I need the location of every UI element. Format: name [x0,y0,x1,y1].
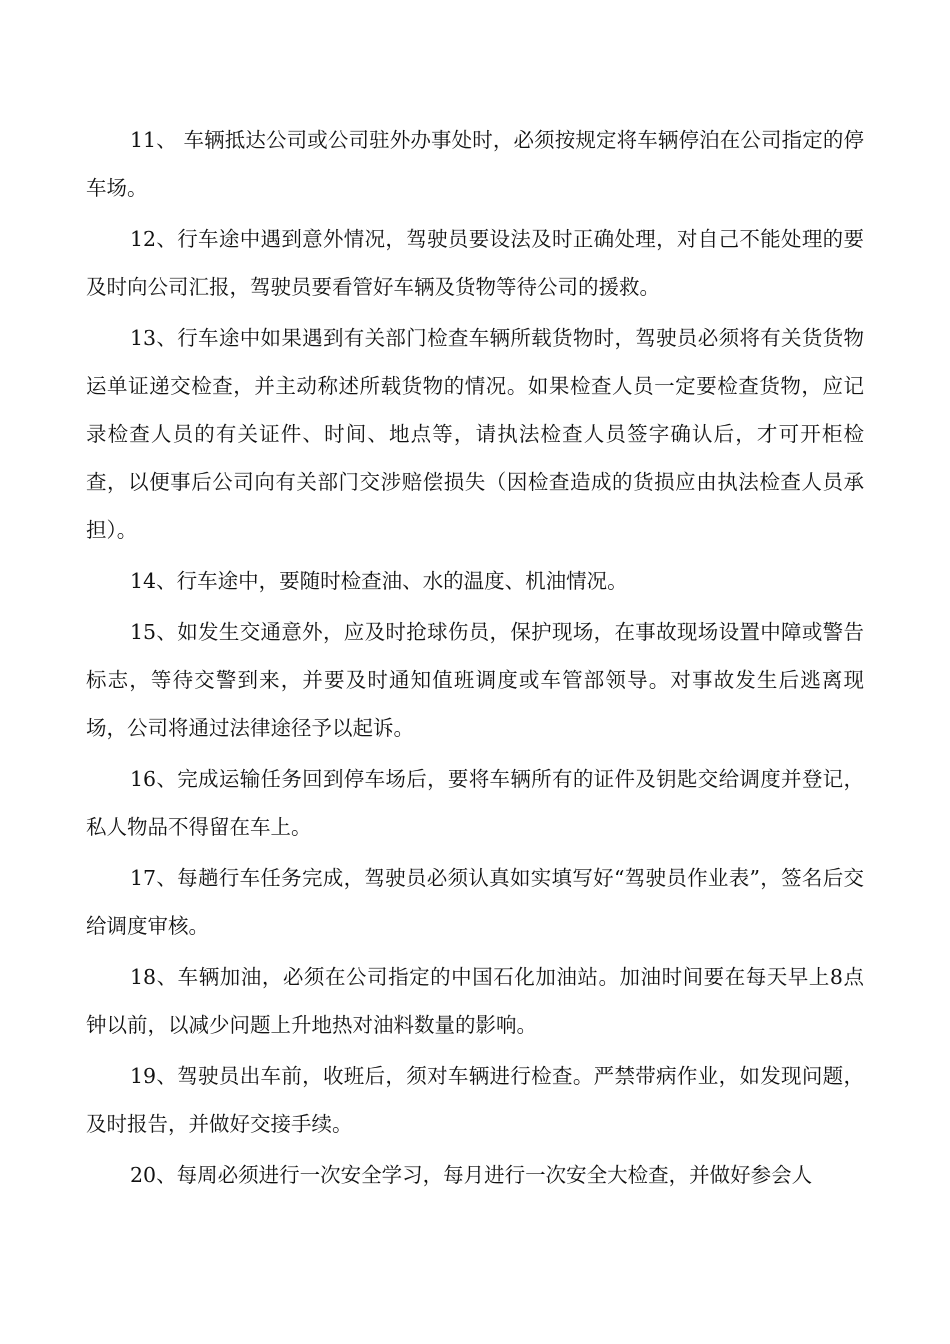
paragraph-15: 15、如发生交通意外，应及时抢球伤员，保护现场，在事故现场设置中障或警告标志，等待交警到来，并要及时通知值班调度或车管部领导。对事故发生后逃离现场，公司将通过法律途径予以起诉。 [86,620,864,740]
paragraph-20: 20、每周必须进行一次安全学习，每月进行一次安全大检查，并做好参会人 [130,1163,813,1187]
document-page [86,116,864,1202]
paragraph-12: 12、行车途中遇到意外情况，驾驶员要设法及时正确处理，对自己不能处理的要及时向公司汇报，驾驶员要看管好车辆及货物等待公司的援救。 [86,227,864,299]
paragraph-16: 16、完成运输任务回到停车场后，要将车辆所有的证件及钥匙交给调度并登记，私人物品不得留在车上。 [86,767,864,839]
paragraph-13: 13、行车途中如果遇到有关部门检查车辆所载货物时，驾驶员必须将有关货货物运单证递交检查，并主动称述所载货物的情况。如果检查人员一定要检查货物，应记录检查人员的有关证件、时间、地点等，请执法检查人员签字确认后，才可开柜检查，以便事后公司向有关部门交涉赔偿损失（因检查造成的货损应由执法检查人员承担）。 [86,326,864,542]
paragraph-18: 18、车辆加油，必须在公司指定的中国石化加油站。加油时间要在每天早上8点钟以前，以减少问题上升地热对油料数量的影响。 [86,965,864,1037]
paragraph-17: 17、每趟行车任务完成，驾驶员必须认真如实填写好“驾驶员作业表”，签名后交给调度审核。 [86,866,864,938]
paragraph-19: 19、驾驶员出车前，收班后，须对车辆进行检查。严禁带病作业，如发现问题，及时报告，并做好交接手续。 [86,1064,864,1136]
paragraph-14: 14、行车途中，要随时检查油、水的温度、机油情况。 [130,569,628,593]
paragraph-11: 11、 车辆抵达公司或公司驻外办事处时，必须按规定将车辆停泊在公司指定的停车场。 [86,128,864,200]
